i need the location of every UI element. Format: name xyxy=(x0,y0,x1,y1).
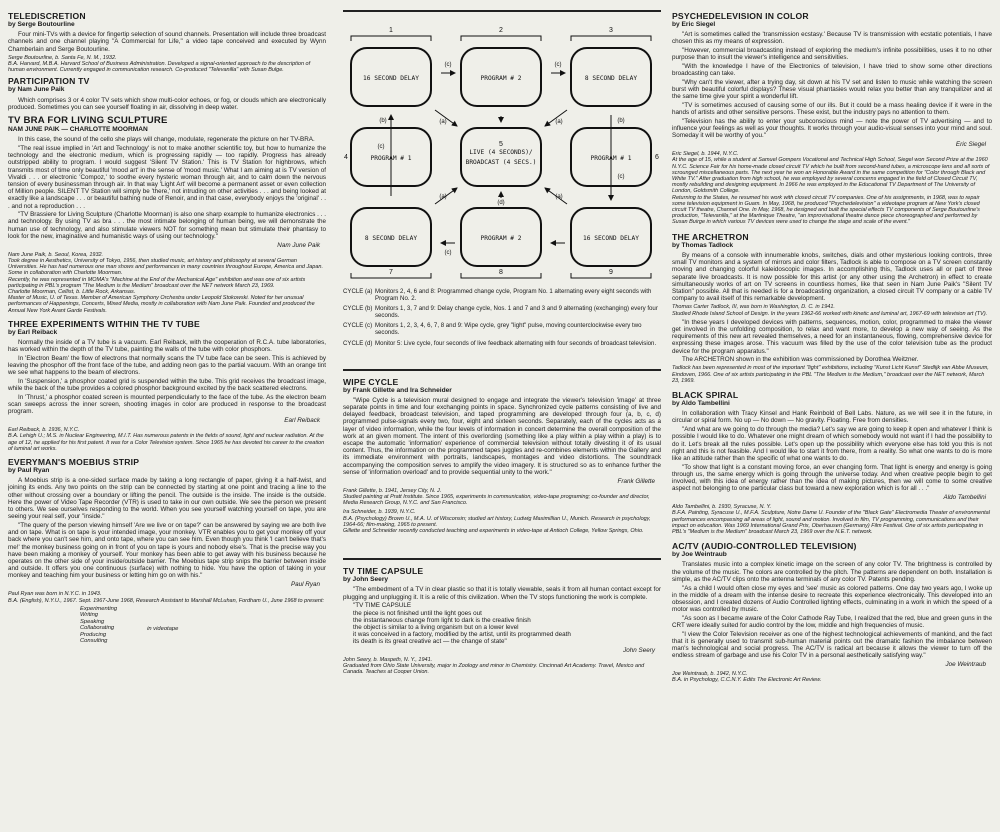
cycle-label: CYCLE (b) xyxy=(343,305,373,313)
cycle-mark: (d) xyxy=(497,200,505,206)
paragraph: In this case, the sound of the cello she plays will change, modulate, regenerate the picture on her TV-BRA. xyxy=(18,136,315,144)
bio-line: John Seery, b. Maspeth, N. Y., 1941. xyxy=(343,656,433,663)
paragraph: By means of a console with innumerable knobs, switches, dials and other mysterious looking controls, three small TV monitors and a system of mirrors and color filters, Tadlock is able to compose on a TV screen constantly moving and changing colorful kaleidoscopic images. In accomplishing this, Tadlock uses all or part of three separate live broadcasts. It is now possible for this artist (or any other using the Archetron) in effect to create simultaneously works of art on TV screens in countless homes, like that seen in Nam June Paik's "Silent TV Station" possible. All that is needed is for a broadcasting organization, a closed circuit TV company or a cable TV company to avail itself of this remarkable development. xyxy=(672,251,992,303)
bio-line: B.A. Lehigh U.; M.S. in Nuclear Engineering, M.I.T. Has numerous patents in the fields of sound, light and nuclear radiation. At the age of 12, he applied for his first patent. It was for a Color Television system. Since 1965 he has devoted his career to the creation of luminal art works. xyxy=(8,433,325,452)
bio-line: Studied painting at Pratt Institute. Since 1965, experiments in communication, video-tape programing; co-founder and director, Media Research Group, N.Y.C. and San Francisco. xyxy=(343,494,650,507)
poem-line: "TV TIME CAPSULE xyxy=(353,602,412,610)
paragraph: "As a child I would often close my eyes and 'see' music as colored patterns. One day two years ago, I woke up in the middle of a dream with the intense desire to recreate this experience electronically. This developed into an obsession, and I created dozens of Audio Controlled lighting effects, culminating in a work in which the speed of a motor was controlled by music. xyxy=(672,584,992,614)
column-middle xyxy=(343,8,661,828)
bio xyxy=(672,365,992,384)
cycle-mark: (a) xyxy=(555,119,563,125)
byline: NAM JUNE PAIK — CHARLOTTE MOORMAN xyxy=(8,126,148,134)
cycle-row xyxy=(343,340,661,347)
cycle-mark: (a) xyxy=(555,194,563,200)
activity-item: Writing xyxy=(80,612,99,619)
signature: John Seery xyxy=(623,646,655,654)
cycle-mark: (c) xyxy=(554,62,562,68)
bio-line: Tadlock has been represented in most of the important "light" exhibitions, including "Kunst Licht Kunst" Stedlijk van Abbe Museum, Eindoven, 1966. One of six artists participating in the PBL "The Medium is the Medium," broadcast over the NET network, March 23, 1969. xyxy=(672,365,989,384)
paragraph: In 'Electron Beam' the flow of electrons that normally scans the TV tube face can be seen. This is achieved by leaving the phosphor off the front face of the tube, and adding neon gas to the partial vacuum. With an orange tint we see what happens to the beam of electrons. xyxy=(8,354,326,377)
poem-line: the instantaneous change from light to dark is the creative finish xyxy=(353,616,531,624)
byline: by Frank Gillette and Ira Schneider xyxy=(343,386,452,394)
monitor-label: PROGRAM # 1 xyxy=(590,155,632,162)
byline: by Thomas Tadlock xyxy=(672,241,734,249)
cycle-label: CYCLE (d) xyxy=(343,339,373,347)
paragraph: "Why can't the viewer, after a trying day, sit down at his TV set and listen to music while watching the screen burst with beautiful colorful displays? These visual phantasies would relax you better than any tranquilizer and at the same time give your spirit a wonderful lift. xyxy=(672,78,992,101)
paragraph: A Moebius strip is a one-sided surface made by taking a long rectangle of paper, giving it a half-twist, and joining its ends. Any two points on the strip can be connected by starting at one point and tracing a line to the other without crossing over a boundary or lifting the pencil. The outside is the inside. The inside is the outside. Here the power of Video Tape Recorder (VTR) is used to take in our own outside. We see the person we present to others. We see ourselves responding to the world. When you see yourself watching yourself on tape, you are seeing your real self, your "inside." xyxy=(8,477,326,521)
bio-line: Graduated from Ohio State University, major in Zoology and minor in Chemistry. Cincinnati Art Academy. Travel, Mexico and Canada. Teaches at Cooper Union. xyxy=(343,662,645,676)
bio xyxy=(8,252,326,314)
monitor-number: 8 xyxy=(499,269,503,276)
paragraph: The ARCHETRON shown in the exhibition was commissioned by Dorothea Weitzner. xyxy=(682,356,919,364)
section-title: THE ARCHETRON xyxy=(672,231,749,242)
section-title: PSYCHEDELEVISION IN COLOR xyxy=(672,11,809,21)
section-title: WIPE CYCLE xyxy=(343,376,399,387)
bio-line: B.A. (English), N.Y.U., 1967. Sept. 1967-June 1968, Research Assistant to Marshall McLuhan, Fordham U., June 1968 to present: xyxy=(8,597,325,604)
cycle-mark: (c) xyxy=(377,144,385,150)
bio xyxy=(672,304,992,316)
monitor-label: PROGRAM # 2 xyxy=(480,235,522,242)
cycle-mark: (c) xyxy=(617,174,625,180)
bio-line: At the age of 15, while a student at Samuel Gompers Vocational and Technical High School, Siegel won Second Prize at the 1960 N.Y.C. Science Fair for his home-made closed circuit TV which he built from second-hand tubes, a microscope lens and all sorts of scrounged miscellaneous parts. The next year he won an Honorable Award in the same competition for "Color through Black and White TV." After graduation from high school, he was employed by several concerns engaged in the field of Closed Circuit TV, mostly rebuilding and designing equipment. In 1966 he was employed in the Educational TV Department of The University of London, Goldsmith College. xyxy=(672,157,990,195)
column-right xyxy=(672,8,992,828)
cycle-text: Monitor 5: Live cycle, four seconds of live feedback alternating with four seconds of broadcast television. xyxy=(375,339,657,347)
paragraph: "Television has the ability to enter your subconscious mind — note the power of TV advertising — and to influence your feelings as well as your thoughts. It works through your audio-visual senses into your mind and soul. Someday it will be worthy of you." xyxy=(672,117,992,140)
top-rule xyxy=(343,10,661,12)
wipe-cycle-diagram xyxy=(343,18,661,280)
byline: by John Seery xyxy=(343,576,389,584)
cycle-mark: (b) xyxy=(379,118,387,124)
monitor-number: 1 xyxy=(389,27,393,34)
bio-line: Aldo Tambellini, b. 1930, Syracuse, N. Y. xyxy=(672,504,772,511)
bio-line: Thomas Carter Tadlock, III, was born in Washington, D. C. in 1941. xyxy=(672,304,835,311)
cycle-row xyxy=(343,305,661,319)
paragraph: "In these years I developed devices with patterns, sequences, motion, color, programmed to make the viewer get involved in the unfolding composition, to relax and want more, to develop a new way of seeing. As the requirements of this new art revealed themselves, a need for an instantaneous, flowing, comprehensive device for expressing these images arose. This vacuum was filled by the use of the color television tube as the product device for the program apparatus." xyxy=(672,318,992,355)
column-left xyxy=(8,8,326,828)
bio xyxy=(8,591,326,603)
paragraph: "Wipe Cycle is a television mural designed to engage and integrate the viewer's television 'image' at three separate points in time and four exchanging points in space. Synchronized cycle patterns consisting of live and delayed feedback, broadcast television, and taped programming are developed through four (a, b, c, d) programmed pulse-signals every two, four, eight and sixteen seconds. Separately, each of the cycles acts as a layer of video information, while the four levels of information in concert determine the overall composition of the work at an given moment. The intent of this overlording (something like a play within a play within a play) is to escape the automatic 'information' experience of commercial television without totally divesting it of its usual content. Thus, the information on the programmed tapes juggles and re-combines elements within the Gallery and its immediate environment with portraits, landscapes, montages and video distortions. The soundtrack accompanying the composition serves to amplify the video imagery. It is structured so as to enhance further the sense of 'information overload' and to provide sequential unity to the work." xyxy=(343,396,661,476)
byline: by Earl Reiback xyxy=(8,328,58,336)
signature: Joe Weintraub xyxy=(945,661,986,669)
signature: Earl Reiback xyxy=(284,417,320,425)
section-title: BLACK SPIRAL xyxy=(672,390,739,401)
cycle-mark: (a) xyxy=(439,119,447,125)
paragraph: "I view the Color Television receiver as one of the highest technological achievements of mankind, and the fact that it is generally used to transmit sub-human material points out the dramatic fashion the imbalance between man's technological and social progress. The AC/TV is radical art because it allows the viewer to turn off the endless stream of garbage and use his Color TV in a personal aesthetically satisfying way." xyxy=(672,630,992,660)
cycle-mark: (a) xyxy=(439,194,447,200)
cycle-mark: (b) xyxy=(617,118,625,124)
monitor-label: 8 SECOND DELAY xyxy=(364,235,418,242)
paragraph: In 'Thrust,' a phosphor coated screen is mounted perpendicularly to the face of the tube. As the electron beam scan sweeps across the inner screen, shooting images in color are produced in response to the broadcast program. xyxy=(8,393,326,416)
cycle-legend xyxy=(343,288,661,347)
bio xyxy=(343,657,661,676)
byline: by Joe Weintraub xyxy=(672,551,727,559)
paragraph: "TV is sometimes accused of causing some of our ills. But it could be a mass healing device if it were in the hands of artists and other sensitive persons. These exist, but the industry pays no attention to them. xyxy=(672,102,992,117)
bio-line: Studied Rhode Island School of Design. In the years 1962-66 worked with kinetic and luminal art, 1967-69 with television art (TV). xyxy=(672,310,988,317)
cycle-text: Monitors 1, 3, 7 and 9: Delay change cycle, Nos. 1 and 7 and 3 and 9 alternating (exchanging) every four seconds. xyxy=(375,305,658,320)
activities-list xyxy=(80,606,326,645)
monitor-number: 3 xyxy=(609,27,613,34)
signature: Paul Ryan xyxy=(290,581,320,589)
paragraph: "TV Brassiere for Living Sculpture (Charlotte Moorman) is also one sharp example to humanize electronics . . . and technology. By using TV as bra . . . the most intimate belonging of human being, we will demonstrate the human use of technology, and also stimulate viewers NOT for something mean but stimulate their phantasy to look for the new, imaginative and humanistic ways of using our technology." xyxy=(8,211,326,240)
paragraph: Which comprises 3 or 4 color TV sets which show multi-color echoes, or fog, or clouds which are electronically produced. Sometimes you can see yourself floating in air, dissolving in deep water. xyxy=(8,96,326,111)
section-title: TV BRA FOR LIVING SCULPTURE xyxy=(8,115,168,127)
section-title: TELEDISCRETION xyxy=(8,11,86,21)
bio-line: Ira Schneider, b. 1939, N.Y.C. xyxy=(343,509,416,516)
poem xyxy=(353,602,661,645)
bio-line: B.A. (Psychology) Brown U., M.A. U. of Wisconsin; studied art history, Ludwig Maximillian U., Munich. Research in psychology, 1964-66; film-making, 1965 to present. xyxy=(343,515,651,528)
paragraph: "With the knowledge I have of the Electronics of television, I have tried to show some other directions broadcasting can take. xyxy=(672,63,992,78)
paragraph: "And what are we going to do through the media? Let's say we are going to keep it open and whatever I think is possible I would like to do. Whatever one might dream of which somebody would not want if I had the possibility to do it. Let's break all the rules possible. Let's open up the possibility which everyone else has told you this is not right and this is not feasible. And I would like to start it from there, from a reality. So what one wants to do is more like an attitude rather than the specific of what one wants to do. xyxy=(672,426,992,462)
monitor-label: BROADCAST (4 SECS.) xyxy=(465,159,537,166)
signature: Aldo Tambellini xyxy=(943,493,986,501)
bracket xyxy=(571,36,651,41)
monitor-label: 16 SECOND DELAY xyxy=(583,235,639,242)
bio-line: Master of Music, U. of Texas. Member of American Symphony Orchestra under Leopold Stokowski. Noted for her unusual performances of Happenings, Concerts, Mixed Media, mostly in collaboration with Nam June Paik. Founded and produced the Annual New York Avant Garde Festivals. xyxy=(8,295,315,314)
bio xyxy=(672,504,992,535)
bio-line: Nam June Paik, b. Seoul, Korea, 1932. xyxy=(8,251,104,258)
bio-line: Took degree in Aesthetics, University of Tokyo, 1956, then studied music, art history and philosophy at several German Universities. He has had numerous one man shows and performances in many countries throughout Europe, America and Japan. Some in collaboration with Charlotte Moorman. xyxy=(8,257,323,277)
bio-line: B.A. Harvard, M.B.A. Harvard School of Business Administration. Developed a signal-oriented approach to the description of human environment. Currently engaged in communication research. Co-produced "Televanilla" with Susan Bulge. xyxy=(8,61,311,74)
bio-line: Serge Boutourline, b. Santa Fe, N. M., 1932. xyxy=(8,54,117,61)
monitor-5-screen xyxy=(461,128,541,186)
signature: Nam June Paik xyxy=(277,241,320,249)
paragraph: "As soon as I became aware of the Color Cathode Ray Tube, I realized that the red, blue and green guns in the CRT were ideally suited for audio control by the low, middle and high frequencies of music. xyxy=(672,614,992,630)
poem-line: its death is its great creative act — the change of state" xyxy=(353,638,507,646)
bio-line: Returning to the States, he resumed his work with closed circuit TV companies. One of his assignments, in 1968, was to repair some television equipment in Guam. In May, 1968, he produced "Psychedelevision" a videotape program at New York's closed circuit TV theatre, Channel One. In May, 1968, he designed and built the special effects TV components of Serge Boutourline's production, "Televanilla," at the Martinique Theatre, "an improvisational theatre dance piece choreographed and performed by Susan Buirge in which various TV devices were used to change the stage and scale of the event." xyxy=(672,194,980,226)
monitor-label: PROGRAM # 2 xyxy=(480,75,522,82)
section-rule xyxy=(343,369,661,371)
bio-line: Joe Weintraub, b. 1942, N.Y.C. xyxy=(672,671,748,678)
cycle-label: CYCLE (c) xyxy=(343,322,373,330)
monitor-label: LIVE (4 SECONDS)/ xyxy=(469,149,533,156)
section-title: PARTICIPATION TV xyxy=(8,76,90,87)
bio-line: Recently, he was represented in MOMA's "Machine at the End of the Mechanical Age" exhibition and was one of six artists participating in PBL's program "The Medium is the Medium" broadcast over the NET network March 23, 1969. xyxy=(8,276,306,289)
paragraph: Normally the inside of a TV tube is a vacuum. Earl Reiback, with the cooperation of R.C.A. tube laboratories, has worked within the depth of the TV tube, painting the walls of the tube with color phosphors. xyxy=(8,339,326,354)
monitor-label: 16 SECOND DELAY xyxy=(363,75,419,82)
bio xyxy=(343,488,661,534)
signature: Eric Siegel xyxy=(955,141,986,149)
bio xyxy=(672,151,992,225)
bio-line: B.A. in Psychology, C.C.N.Y. Edits The Electronic Art Review. xyxy=(672,677,822,684)
section-title: TV TIME CAPSULE xyxy=(343,566,424,577)
cycle-mark: (c) xyxy=(444,62,452,68)
bio-line: Charlotte Moorman, Cellist, b. Little Rock, Arkansas. xyxy=(8,289,136,295)
bio xyxy=(8,55,326,74)
activity-item: Collaborating xyxy=(80,625,115,632)
monitor-label: 8 SECOND DELAY xyxy=(584,75,638,82)
poem-line: it was conceived in a factory, modified by the artist, until its programmed death xyxy=(353,631,571,639)
byline: by Serge Boutourline xyxy=(8,21,75,28)
bio-line: Gillette and Schneider recently conducted teaching and experiments in video-tape at Antioch College, Yellow Springs, Ohio. xyxy=(343,528,644,535)
activity-item: Producing xyxy=(80,631,107,638)
byline: by Aldo Tambellini xyxy=(672,400,730,408)
bio xyxy=(672,671,992,683)
activity-item: Experimenting xyxy=(80,605,118,612)
bio-line: Eric Siegel, b. 1944, N.Y.C. xyxy=(672,151,739,158)
paragraph: "The embedment of a TV in clear plastic so that it is totally viewable, seals it from all human contact except for plugging and unplugging it. It is a relic of this civilization. When the TV stops functioning the work is complete. xyxy=(343,586,661,601)
paragraph: In 'Suspension,' a phosphor coated grid is suspended within the tube. This grid receives the broadcast image, while the back of the tube provides a colored phosphor background excited by the back scattered electrons. xyxy=(8,378,326,393)
bio-line: Earl Reiback, b. 1936, N.Y.C. xyxy=(8,427,80,434)
monitor-number: 4 xyxy=(344,154,348,161)
bio-line: Frank Gillette, b. 1941, Jersey City, N. J. xyxy=(343,487,442,494)
byline: by Nam June Paik xyxy=(8,86,65,94)
section-title: THREE EXPERIMENTS WITHIN THE TV TUBE xyxy=(8,318,200,329)
paragraph: In collaboration with Tracy Kinsel and Hank Reinbold of Bell Labs. Nature, as we will see it in the future, in circular or spiral form. No up — No down — No gravity. Floating. Free from densities. xyxy=(672,410,992,425)
cycle-text: Monitors 1, 2, 3, 4, 6, 7, 8 and 9: Wipe cycle, grey "light" pulse, moving counterclockwise every two seconds. xyxy=(375,322,642,337)
cycle-row xyxy=(343,322,661,336)
section-title: EVERYMAN'S MOEBIUS STRIP xyxy=(8,457,140,468)
paragraph: "Art is sometimes called the 'transmission ecstasy.' Because TV is transmission with ecstatic potentials, I have chosen this as my means of expression. xyxy=(672,31,992,46)
paragraph: "However, commercial broadcasting instead of exploring the medium's infinite possibilities, uses it to no other purpose than to insult the viewer's intelligence and sensitivities. xyxy=(672,47,992,62)
monitor-label: PROGRAM # 1 xyxy=(370,155,412,162)
activities-suffix: in videotape xyxy=(147,625,179,632)
bio-line: Paul Ryan was born in N.Y.C. in 1943. xyxy=(8,591,102,598)
cycle-text: Monitors 2, 4, 6 and 8: Programmed change cycle, Program No. 1 alternating every eight seconds with Program No. 2. xyxy=(375,288,652,303)
monitor-number: 6 xyxy=(655,154,659,161)
section-title: AC/TV (AUDIO-CONTROLLED TELEVISION) xyxy=(672,541,857,552)
bio xyxy=(8,427,326,452)
activities-items xyxy=(80,606,117,645)
section-rule xyxy=(343,558,661,560)
paragraph: Four mini-TVs with a device for fingertip selection of sound channels. Presentation will include three broadcast channels and one channel playing "A Commercial for Life," a video tape conceived and executed by Wynn Chamberlain and Serge Boutourline. xyxy=(8,31,326,53)
bracket xyxy=(351,36,431,41)
signature: Frank Gillette xyxy=(617,477,655,485)
activity-item: Speaking xyxy=(80,618,105,625)
monitor-number: 2 xyxy=(499,27,503,34)
cycle-label: CYCLE (a) xyxy=(343,288,373,295)
cycle-row xyxy=(343,288,661,302)
monitor-number: 9 xyxy=(609,269,613,276)
monitor-number: 5 xyxy=(499,141,503,148)
poem-line: the piece is not finished until the light goes out xyxy=(353,609,482,617)
poem-line: the object is similar to a living organism but on a lower level xyxy=(353,623,519,631)
paragraph: "The real issue implied in 'Art and Technology' is not to make another scientific toy, but how to humanize the technology and the electronic medium, which is progressing rapidly — too rapidly. Progress has already outstripped ability to program. I would suggest 'Silent TV Station.' This is TV Station for highbrows, which transmits most of time only beautiful 'mood art' in the sense of 'mood music.' What I am aiming at is TV version of Vivaldi . . . or electronic 'Compoz,' to soothe every hysteric woman through air, and to calm down the nervous tension of every businessman through air. In that way 'Light Art' will become a permanent asset or even collection of Million people. SILENT TV Station will simply be 'there,' not intruding on other activities . . . and being looked at exactly like a landscape . . . or beautiful bathing nude of Renoir, and in that case, everybody enjoys the 'original' . . . and not a reproduction . . . xyxy=(8,144,326,210)
bio-line: B.F.A. Painting, Syracuse U., M.F.A. Sculpture, Notre Dame U. Founder of the "Black Gate" Electromedia Theater of environmental performances encompassing all areas of light, sound and motion. Involved in film, TV programming, communications and their impact on education. Was 1969 International Grand Prix, Oberhausen (Germany) Film Festival. One of six artists participating in PBL's "Medium is the Medium" broadcast March 23, 1969 over the N.E.T. network. xyxy=(672,510,990,535)
byline: by Eric Siegel xyxy=(672,21,716,28)
paragraph: "The query of the person viewing himself 'Are we live or on tape?' can be answered by saying we are both live and on tape. What is on tape is your intended image, your monkey. VTR enables you to get your monkey off your back where you can't see him, and onto tape, where you can see him. Even though you think 'I can't believe that's me!' the monkey business going on in front of you on tape is yours and nobody else's. That is the precise way you have been making a monkey of yourself. Your monkey has been able to get away with his business because he operates on the other side of your inside/outside barrier. The Moebius tape strip snips the barrier between inside and outside. It offers you one continuous (surface) with nothing to hide. You have the option of taking in your monkey and teaching him your business or letting him go on with his." xyxy=(8,521,326,580)
byline: by Paul Ryan xyxy=(8,467,50,475)
paragraph: "To show that light is a constant moving force, an ever changing form. That light is energy and energy is going through us, the same energy which is going through the universe today. And when creative people begin to get involved, with this idea of energy rather than the idea of making pictures, then we will come to some creative aspect not belonging to one particular class but toward a new exploration which is for all . . ." xyxy=(672,463,992,493)
activity-item: Consulting xyxy=(80,638,108,645)
cycle-mark: (c) xyxy=(444,250,452,256)
bracket xyxy=(461,36,541,41)
monitor-number: 7 xyxy=(389,269,393,276)
paragraph: Translates music into a complex kinetic image on the screen of any color TV. The brightness is controlled by the volume of the music. The colors are controlled by the pitch. The patterns are dependent on both. Installation is simple, as the AC/TV clips onto the antenna terminals of any color TV. Patents pending. xyxy=(672,561,992,583)
